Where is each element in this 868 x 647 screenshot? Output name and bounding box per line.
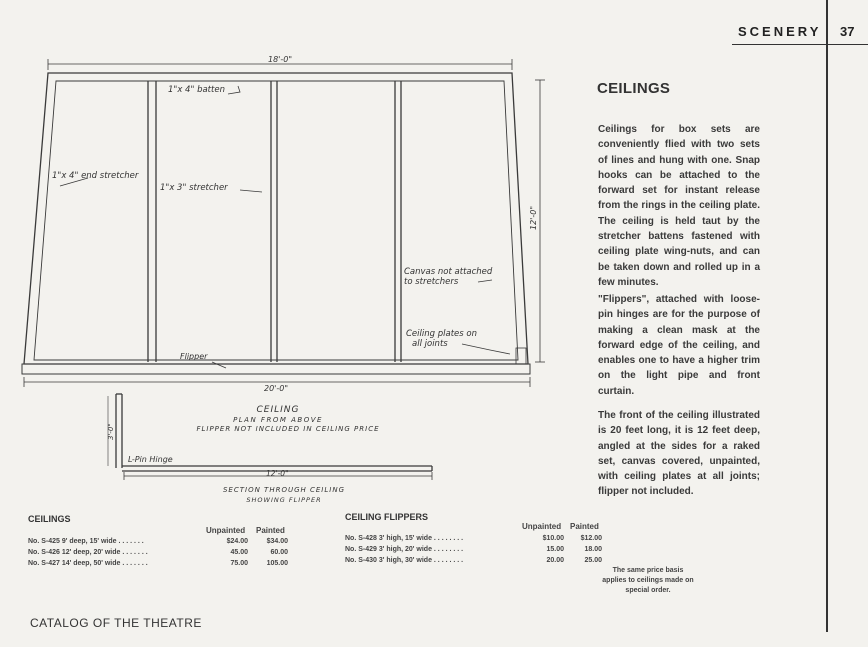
ceilings-heading: CEILINGS (597, 80, 671, 97)
page-number: 37 (840, 24, 855, 39)
batten-label: 1"x 4" batten (168, 85, 225, 95)
flippers-row-desc: No. S-430 3' high, 30' wide . . . . . . . . (345, 557, 464, 564)
flippers-paragraph: "Flippers", attached with loose-pin hinges are for the purpose of making a clean mask at the forward edge of the ceiling, and enables one to have a higher trim on the light pipe and front curtain. (598, 294, 760, 397)
ceilings-row-painted: 60.00 (270, 549, 288, 556)
flippers-row-painted: 18.00 (584, 546, 602, 553)
caption-flipper-note: FLIPPER NOT INCLUDED IN CEILING PRICE (196, 425, 380, 433)
header-rule (732, 44, 868, 45)
flippers-col-painted: Painted (570, 522, 599, 531)
ceilings-table-title: CEILINGS (28, 514, 71, 524)
flippers-row-unpainted: 15.00 (546, 546, 564, 553)
flippers-row-painted: 25.00 (584, 557, 602, 564)
section-title: SCENERY (738, 24, 822, 39)
specs-paragraph: The front of the ceiling illustrated is 20 feet long, it is 12 feet deep, angled at the sides for a raked set, canvas covered, unpainted, with ceiling plates at all joints; flipper not included. (598, 410, 760, 498)
flippers-table-title: CEILING FLIPPERS (345, 512, 429, 522)
canvas-note-label: Canvas not attached (404, 267, 493, 277)
ceilings-row-unpainted: 75.00 (230, 560, 248, 567)
flippers-row-unpainted: $10.00 (542, 535, 564, 542)
ceilings-row-unpainted: 45.00 (230, 549, 248, 556)
section-dimension-label: 12'-0" (266, 469, 289, 478)
flippers-row-desc: No. S-428 3' high, 15' wide . . . . . . . . (345, 535, 464, 542)
flippers-row-desc: No. S-429 3' high, 20' wide . . . . . . . . (345, 546, 464, 553)
section-height-label: 3'-0" (107, 423, 115, 440)
bottom-dimension-label: 20'-0" (264, 384, 289, 393)
flipper-label: Flipper (180, 352, 208, 361)
description-paragraph: Ceilings for box sets are conveniently flied with two sets of lines and hung with one. Snap hooks can be attached to the forward set for instant release from the rings in the ceiling plate. The ceiling is held taut by the stretcher battens fastened with ceiling plate wing-nuts, and can be taken down and rolled up in a few minutes. (598, 124, 760, 288)
ceilings-row-painted: 105.00 (266, 560, 288, 567)
plates-note-label-2: all joints (412, 339, 448, 349)
pin-hinge-label: L-Pin Hinge (128, 455, 173, 464)
catalog-footer: CATALOG OF THE THEATRE (30, 616, 202, 630)
top-dimension-label: 18'-0" (268, 55, 293, 64)
page-edge-rule (826, 0, 828, 632)
canvas-note-label-2: to stretchers (404, 277, 459, 287)
price-note: The same price basis applies to ceilings made on special order. (602, 567, 694, 594)
flippers-col-unpainted: Unpainted (522, 522, 562, 531)
ceilings-col-unpainted: Unpainted (206, 526, 246, 535)
flippers-row-unpainted: 20.00 (546, 557, 564, 564)
ceilings-row-painted: $34.00 (266, 538, 288, 545)
caption-plan: PLAN FROM ABOVE (233, 416, 323, 424)
flippers-row-painted: $12.00 (580, 535, 602, 542)
ceilings-row-desc: No. S-427 14' deep, 50' wide . . . . . . . (28, 560, 148, 567)
section-caption: SECTION THROUGH CEILING (222, 486, 346, 494)
end-stretcher-label: 1"x 4" end stretcher (52, 171, 139, 181)
ceilings-row-desc: No. S-426 12' deep, 20' wide . . . . . . . (28, 549, 148, 556)
section-caption-2: SHOWING FLIPPER (246, 496, 322, 504)
plates-note-label: Ceiling plates on (406, 329, 477, 339)
ceilings-col-painted: Painted (256, 526, 285, 535)
ceilings-row-desc: No. S-425 9' deep, 15' wide . . . . . . . (28, 538, 144, 545)
stretcher-label: 1"x 3" stretcher (160, 183, 228, 193)
ceilings-row-unpainted: $24.00 (226, 538, 248, 545)
side-dimension-label: 12'-0" (529, 205, 538, 230)
caption-title: CEILING (256, 405, 300, 415)
